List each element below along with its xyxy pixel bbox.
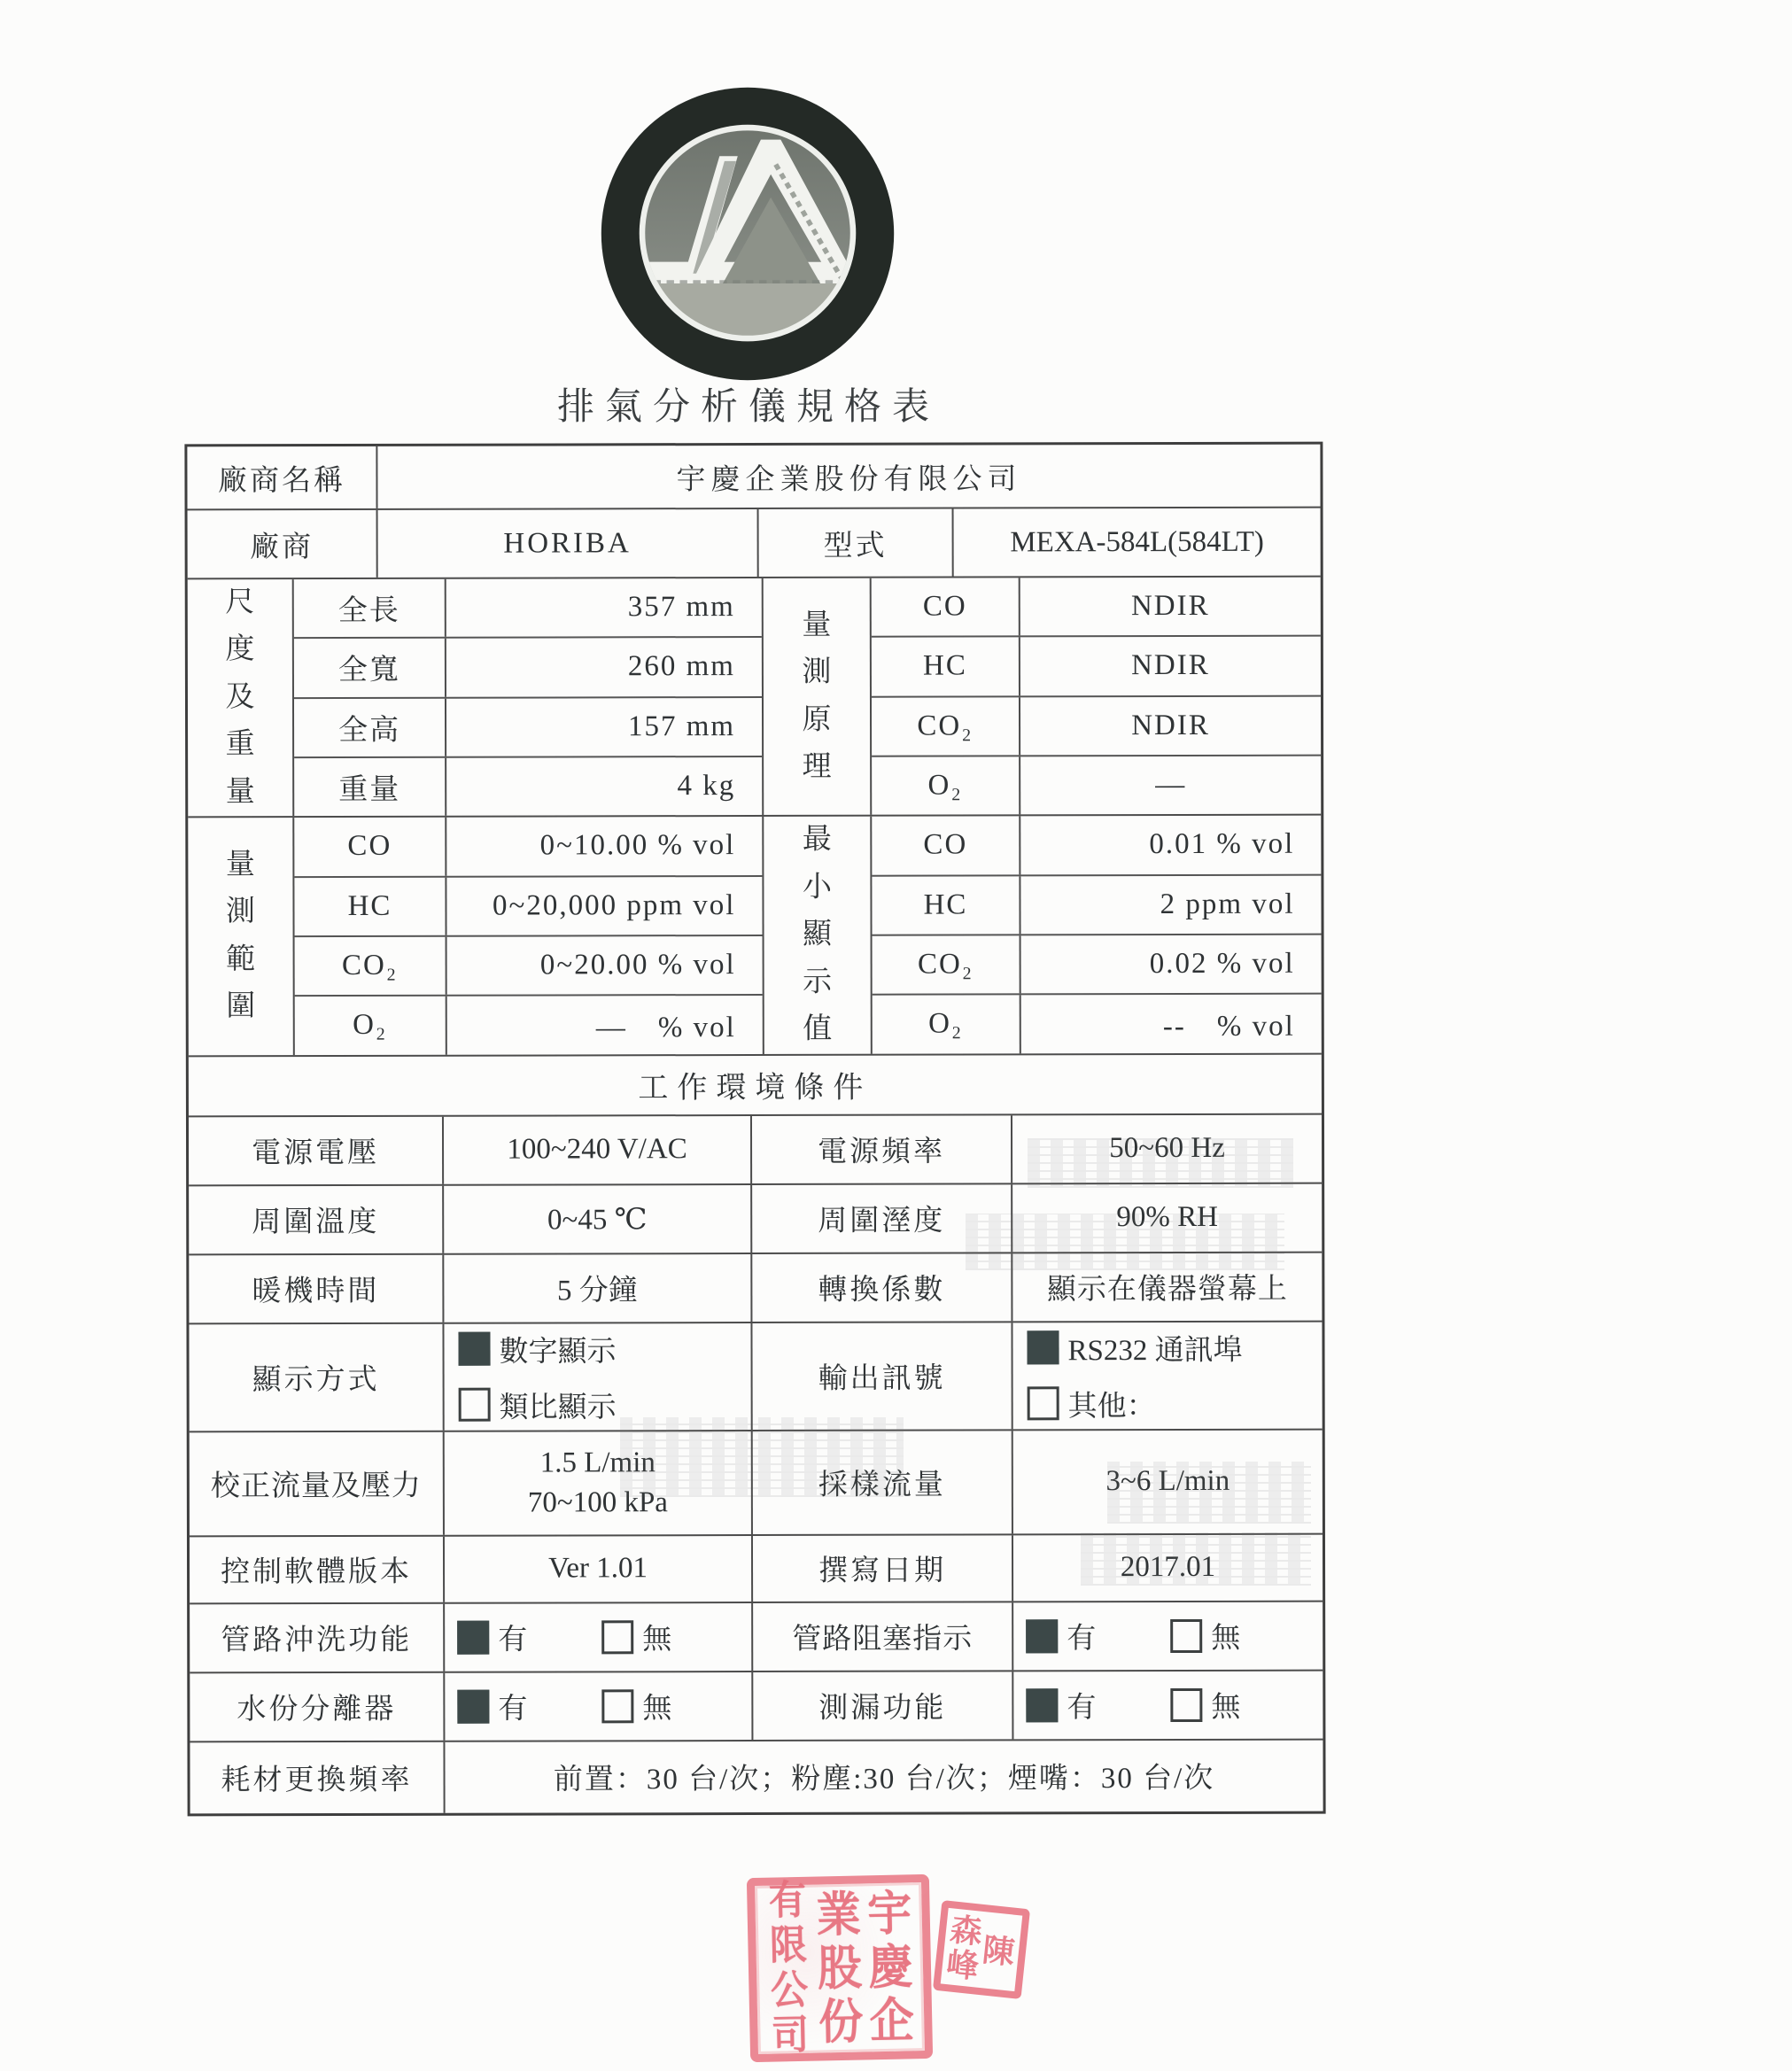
calibration-flow-label: 校正流量及壓力 xyxy=(190,1431,445,1535)
mindisplay-rows xyxy=(872,816,1322,1053)
rs232-option xyxy=(1027,1326,1242,1369)
calibration-flow-value xyxy=(445,1431,753,1535)
sampling-flow-label: 採樣流量 xyxy=(753,1431,1013,1534)
software-version-value: Ver 1.01 xyxy=(445,1536,753,1602)
yes-label: 有 xyxy=(498,1693,528,1726)
min-o2-value: -- % vol xyxy=(1162,1011,1295,1043)
dim-width-value: 260 mm xyxy=(627,650,735,683)
brand-value: HORIBA xyxy=(378,509,759,578)
digital-display-label: 數字顯示 xyxy=(499,1335,617,1369)
output-signal-options xyxy=(1012,1322,1322,1429)
purge-function-value xyxy=(445,1603,753,1672)
output-signal-label: 輸出訊號 xyxy=(752,1322,1012,1430)
analog-display-label: 類比顯示 xyxy=(499,1391,617,1424)
power-frequency-label: 電源頻率 xyxy=(752,1115,1012,1183)
manufacturer-name-value: 宇慶企業股份有限公司 xyxy=(676,462,1022,496)
leak-test-value xyxy=(1013,1671,1323,1739)
table-row xyxy=(294,817,762,877)
calibration-flow-row xyxy=(190,1430,1323,1537)
mindisplay-section-label: 最小顯示值 xyxy=(764,817,873,1054)
min-co-value: 0.01 % vol xyxy=(1149,828,1295,861)
table-row xyxy=(295,996,763,1054)
principle-co2-label: CO₂ xyxy=(872,697,1020,756)
model-value: MEXA-584L(584LT) xyxy=(1010,525,1264,558)
table-row xyxy=(294,638,762,698)
table-row xyxy=(295,936,763,997)
seal-char: 峰 xyxy=(944,1945,981,1985)
digital-display-option xyxy=(458,1328,616,1369)
checkbox-checked-icon xyxy=(458,1332,490,1366)
document-title: 排氣分析儀規格表 xyxy=(556,387,940,428)
written-date-label: 撰寫日期 xyxy=(753,1535,1013,1602)
table-row xyxy=(872,696,1321,756)
range-rows xyxy=(294,817,764,1054)
power-voltage-row xyxy=(189,1114,1322,1186)
principle-co-value: NDIR xyxy=(1130,590,1210,623)
table-row xyxy=(294,578,762,639)
no-label: 無 xyxy=(642,1693,672,1726)
range-co2-label: CO₂ xyxy=(295,937,447,996)
water-separator-row xyxy=(190,1671,1323,1742)
rs232-option-label: RS232 通訊埠 xyxy=(1067,1334,1243,1367)
principle-co-label: CO xyxy=(872,578,1020,636)
dim-height-value: 157 mm xyxy=(627,710,736,743)
no-label: 無 xyxy=(1211,1622,1241,1655)
company-logo xyxy=(599,85,896,383)
spec-table xyxy=(184,442,1325,1816)
dimensions-section-label: 尺度及重量 xyxy=(188,579,295,817)
seal-text-column: 有限公司 xyxy=(768,1879,810,2059)
table-row xyxy=(294,757,762,816)
dim-length-label: 全長 xyxy=(294,579,446,638)
other-option-label: 其他： xyxy=(1067,1390,1156,1423)
no-label: 無 xyxy=(642,1624,672,1656)
consumables-label: 耗材更換頻率 xyxy=(190,1741,445,1813)
table-row xyxy=(873,995,1322,1053)
checkbox-unchecked-icon xyxy=(1028,1386,1059,1420)
table-row xyxy=(294,698,762,758)
warmup-time-label: 暖機時間 xyxy=(189,1254,444,1322)
checkbox-checked-icon xyxy=(1026,1688,1058,1722)
principle-rows xyxy=(872,578,1322,815)
display-mode-options xyxy=(444,1323,752,1431)
ambient-temperature-row xyxy=(189,1183,1322,1255)
manufacturer-name-row xyxy=(187,445,1320,511)
seal-text-column xyxy=(945,1912,984,1983)
consumables-value: 前置：30 台/次；粉塵:30 台/次；煙嘴：30 台/次 xyxy=(553,1762,1215,1796)
range-section-label: 量測範圍 xyxy=(188,818,295,1055)
display-mode-label: 顯示方式 xyxy=(189,1323,444,1431)
principle-co2-value: NDIR xyxy=(1131,709,1210,741)
personal-seal-stamp xyxy=(933,1900,1030,1999)
checkbox-checked-icon xyxy=(1027,1330,1059,1364)
yes-label: 有 xyxy=(498,1624,528,1656)
clog-indicator-label: 管路阻塞指示 xyxy=(753,1602,1013,1671)
warmup-time-value: 5 分鐘 xyxy=(444,1254,752,1322)
company-seal-stamp xyxy=(747,1874,933,2062)
principle-o2-label: O₂ xyxy=(872,756,1020,815)
conversion-factor-value: 顯示在儀器螢幕上 xyxy=(1046,1273,1288,1307)
checkbox-unchecked-icon xyxy=(459,1388,491,1422)
range-o2-label: O₂ xyxy=(295,997,447,1055)
range-hc-label: HC xyxy=(294,877,446,935)
environment-header-row xyxy=(189,1054,1322,1117)
power-voltage-label: 電源電壓 xyxy=(189,1116,444,1184)
mountain-logo-icon xyxy=(599,85,896,383)
checkbox-unchecked-icon xyxy=(1170,1618,1202,1652)
min-co-label: CO xyxy=(872,817,1020,875)
min-hc-value: 2 ppm vol xyxy=(1160,888,1295,920)
checkbox-checked-icon xyxy=(1026,1619,1058,1653)
ambient-temperature-label: 周圍溫度 xyxy=(189,1185,444,1253)
analog-display-option xyxy=(459,1384,617,1425)
software-version-row xyxy=(190,1534,1323,1604)
checkbox-unchecked-icon xyxy=(1170,1687,1202,1721)
principle-o2-value: — xyxy=(1155,769,1187,802)
seal-text-column: 業股份 xyxy=(816,1887,864,2050)
conversion-factor-label: 轉換係數 xyxy=(752,1253,1012,1322)
principle-hc-label: HC xyxy=(872,638,1020,696)
ambient-humidity-label: 周圍溼度 xyxy=(752,1184,1012,1253)
sampling-flow-value: 3~6 L/min xyxy=(1105,1464,1230,1498)
display-mode-row xyxy=(189,1322,1322,1432)
power-voltage-value: 100~240 V/AC xyxy=(444,1116,752,1184)
environment-header: 工作環境條件 xyxy=(638,1071,873,1105)
power-frequency-value: 50~60 Hz xyxy=(1109,1131,1225,1165)
seal-text-column xyxy=(979,1915,1018,1987)
dim-weight-value: 4 kg xyxy=(677,770,736,803)
written-date-value: 2017.01 xyxy=(1120,1550,1216,1584)
brand-label: 廠商 xyxy=(188,510,378,578)
min-co2-label: CO₂ xyxy=(873,935,1021,994)
table-row xyxy=(872,875,1321,935)
principle-hc-value: NDIR xyxy=(1131,649,1210,682)
yes-label: 有 xyxy=(1067,1623,1097,1656)
manufacturer-name-label: 廠商名稱 xyxy=(187,446,377,508)
table-row xyxy=(873,935,1322,996)
seal-char: 森 xyxy=(948,1911,984,1951)
other-option xyxy=(1028,1383,1156,1424)
water-separator-value xyxy=(445,1672,753,1741)
warmup-time-row xyxy=(189,1253,1322,1324)
purge-function-row xyxy=(190,1602,1323,1673)
table-row xyxy=(872,756,1321,815)
range-co-label: CO xyxy=(294,818,446,876)
calibration-flow-line2: 70~100 kPa xyxy=(527,1485,668,1519)
no-label: 無 xyxy=(1211,1691,1241,1724)
brand-model-row xyxy=(188,508,1321,580)
dim-width-label: 全寬 xyxy=(294,639,446,697)
clog-indicator-value xyxy=(1013,1602,1323,1670)
dim-length-value: 357 mm xyxy=(627,591,735,624)
table-row xyxy=(872,578,1321,638)
principle-section-label: 量測原理 xyxy=(764,578,873,816)
checkbox-checked-icon xyxy=(457,1620,489,1654)
min-hc-label: HC xyxy=(872,876,1020,935)
range-co2-value: 0~20.00 % vol xyxy=(539,949,736,981)
calibration-flow-line1: 1.5 L/min xyxy=(539,1446,656,1479)
software-version-label: 控制軟體版本 xyxy=(190,1536,445,1602)
dim-weight-label: 重量 xyxy=(294,758,446,817)
model-label: 型式 xyxy=(759,509,954,577)
dimensions-principle-section xyxy=(188,578,1322,818)
yes-label: 有 xyxy=(1067,1692,1097,1725)
ambient-humidity-value: 90% RH xyxy=(1116,1200,1219,1234)
water-separator-label: 水份分離器 xyxy=(190,1672,445,1741)
checkbox-unchecked-icon xyxy=(601,1620,633,1654)
consumables-row xyxy=(190,1740,1323,1813)
range-o2-value: — % vol xyxy=(595,1012,736,1044)
leak-test-label: 測漏功能 xyxy=(753,1672,1013,1740)
min-co2-value: 0.02 % vol xyxy=(1149,947,1295,981)
seal-char: 陳 xyxy=(981,1932,1017,1971)
dim-height-label: 全高 xyxy=(294,698,446,756)
range-co-value: 0~10.00 % vol xyxy=(539,829,736,862)
dimensions-rows xyxy=(294,578,764,816)
min-o2-label: O₂ xyxy=(873,996,1021,1054)
table-row xyxy=(294,877,762,937)
range-mindisplay-section xyxy=(188,816,1322,1057)
table-row xyxy=(872,637,1321,697)
ambient-temperature-value: 0~45 ℃ xyxy=(444,1185,752,1253)
checkbox-checked-icon xyxy=(457,1689,489,1723)
table-row xyxy=(872,816,1321,876)
range-hc-value: 0~20,000 ppm vol xyxy=(492,888,736,922)
checkbox-unchecked-icon xyxy=(601,1689,633,1723)
seal-text-column: 宇慶企 xyxy=(866,1886,915,2049)
purge-function-label: 管路沖洗功能 xyxy=(190,1603,445,1672)
